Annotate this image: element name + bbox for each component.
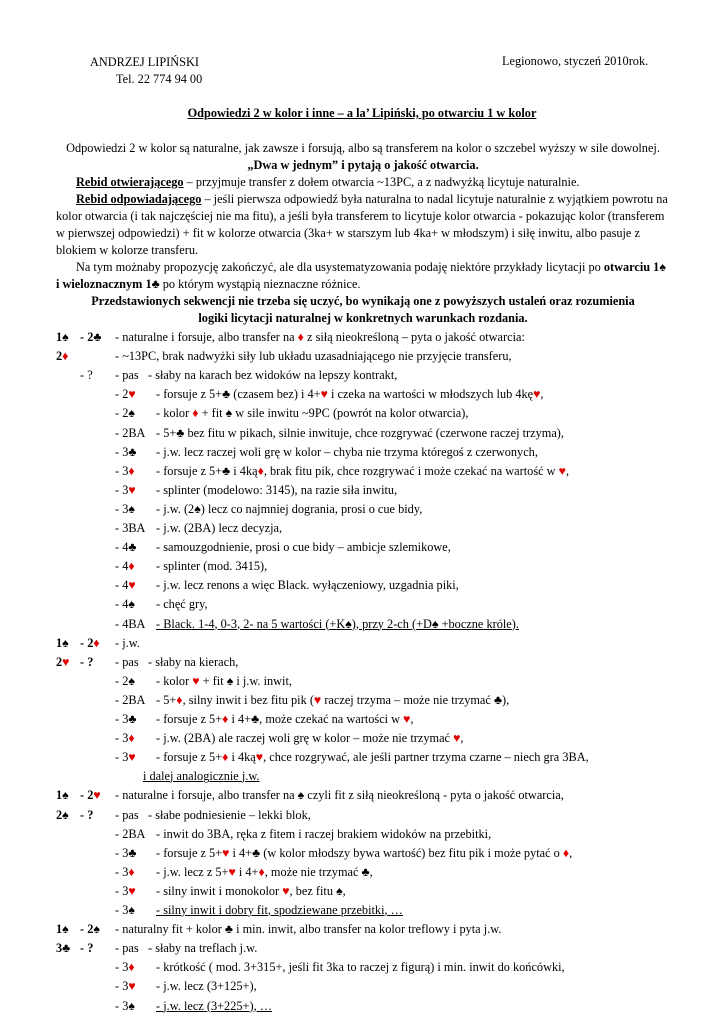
bid-response: - ? xyxy=(80,654,94,669)
sequence-description: - samouzgodnienie, prosi o cue bidy – ambicje szlemikowe, xyxy=(156,540,451,555)
document-title: Odpowiedzi 2 w kolor i inne – a la’ Lipiński, po otwarciu 1 w kolor xyxy=(187,106,537,120)
sequence-description: - splinter (modelowo: 3145), na razie siła inwitu, xyxy=(156,482,398,497)
sequence-description: - j.w. lecz (3+125+), xyxy=(156,979,257,994)
sequence-line xyxy=(0,843,724,863)
bid-rebid: - 3♠ xyxy=(115,998,135,1013)
rebid-opener-text: – przyjmuje transfer z dołem otwarcia ~13PC, a z nadwyżką licytuje naturalnie. xyxy=(183,175,580,189)
rebid-opener-label: Rebid otwierającego xyxy=(76,175,184,189)
intro-p4-text: Na tym możnaby propozycję zakończyć, ale dla usystematyzowania podaję niektóre przykłady licytacji po xyxy=(76,260,604,274)
sequence-description: - j.w. (2BA) lecz decyzja, xyxy=(156,521,283,535)
intro-section xyxy=(56,140,670,327)
bid-response: - 2♦ xyxy=(80,635,100,650)
bid-rebid: - 3♠ xyxy=(115,903,135,917)
sequence-line xyxy=(0,747,724,767)
bid-rebid: - 2BA xyxy=(115,826,146,841)
intro-p5-text: Przedstawionych sekwencji nie trzeba się uczyć, bo wynikają one z powyższych ustaleń oraz rozumienia logiki licytacji naturalnej w konkretnych warunkach rozdania. xyxy=(91,294,635,325)
sequence-line xyxy=(0,403,724,423)
bid-rebid: - 4♥ xyxy=(115,578,136,593)
sequence-line xyxy=(0,594,724,614)
sequence-line xyxy=(0,976,724,996)
author-phone: Tel. 22 774 94 00 xyxy=(116,72,203,86)
bid-rebid: - 4♣ xyxy=(115,540,137,555)
sequence-description: - j.w. lecz z 5+♥ i 4+♦, może nie trzymać ♣, xyxy=(156,864,373,879)
sequence-line xyxy=(0,480,724,500)
intro-paragraph-1 xyxy=(56,140,670,174)
sequence-description: - forsuje z 5+♣ i 4ką♦, brak fitu pik, chce rozgrywać i może czekać na wartość w ♥, xyxy=(156,463,570,478)
sequence-line xyxy=(0,690,724,710)
bid-rebid: - 3♦ xyxy=(115,731,135,746)
sequence-description: - słaby na karach bez widoków na lepszy kontrakt, xyxy=(148,368,398,383)
sequence-description: i dalej analogicznie j.w. xyxy=(143,769,260,784)
sequence-description: - chęć gry, xyxy=(156,597,208,612)
sequence-description: - forsuje z 5+♥ i 4+♣ (w kolor młodszy bywa wartość) bez fitu pik i może pytać o ♦, xyxy=(156,845,573,860)
sequence-description: - słaby na treflach j.w. xyxy=(148,941,258,956)
bid-rebid: - 3♦ xyxy=(115,463,135,478)
sequence-line xyxy=(0,996,724,1016)
bid-opener: 1♠ xyxy=(56,635,69,650)
sequence-line xyxy=(0,671,724,691)
intro-paragraph-2 xyxy=(56,174,670,191)
intro-paragraph-3 xyxy=(56,191,670,259)
sequence-description: - Black. 1-4, 0-3, 2- na 5 wartości (+K♠), przy 2-ch (+D♠ +boczne króle). xyxy=(156,616,519,631)
bid-rebid: - 3♦ xyxy=(115,864,135,879)
sequence-description: - słabe podniesienie – lekki blok, xyxy=(148,807,311,822)
bid-rebid: - 2BA xyxy=(115,425,146,440)
sequence-line xyxy=(0,442,724,462)
sequence-description: - naturalny fit + kolor ♣ i min. inwit, albo transfer na kolor treflowy i pyta j.w. xyxy=(115,922,502,937)
bid-response: - 2♥ xyxy=(80,788,101,803)
bid-opener: 3♣ xyxy=(56,941,71,956)
sequence-description: - forsuje z 5+♣ (czasem bez) i 4+♥ i czeka na wartości w młodszych lub 4kę♥, xyxy=(156,387,544,402)
sequence-line xyxy=(0,919,724,939)
sequence-description: - naturalne i forsuje, albo transfer na ♦ z siłą nieokreśloną – pyta o jakość otwarcia: xyxy=(115,330,525,344)
bid-response: - ? xyxy=(80,368,93,383)
bid-rebid: - 3BA xyxy=(115,521,146,535)
bid-opener: 2♠ xyxy=(56,807,69,822)
sequence-line xyxy=(0,327,724,347)
bid-rebid: - 4BA xyxy=(115,616,146,631)
sequence-line xyxy=(0,365,724,385)
sequence-line xyxy=(0,957,724,977)
bid-rebid: - 2♥ xyxy=(115,387,136,402)
bid-response: - ? xyxy=(80,941,94,956)
sequence-description: - słaby na kierach, xyxy=(148,654,239,669)
sequence-description: - j.w. lecz raczej woli grę w kolor – chyba nie trzyma któregoś z czerwonych, xyxy=(156,444,538,459)
sequence-line xyxy=(0,728,724,748)
bid-rebid: - 2BA xyxy=(115,692,146,707)
sequence-line xyxy=(0,805,724,825)
bid-rebid: - 3♣ xyxy=(115,712,137,726)
intro-p1-text: Odpowiedzi 2 w kolor są naturalne, jak zawsze i forsują, albo są transferem na kolor o szczebel wyższy w sile dowolnej. xyxy=(66,141,660,155)
bid-rebid: - pas xyxy=(115,807,139,822)
sequence-description: - j.w. xyxy=(115,635,140,650)
sequence-line xyxy=(0,633,724,653)
sequence-description: - kolor ♦ + fit ♠ w sile inwitu ~9PC (powrót na kolor otwarcia), xyxy=(156,406,469,421)
bid-rebid: - 3♥ xyxy=(115,482,136,497)
author-block xyxy=(90,54,202,88)
sequence-line xyxy=(0,384,724,404)
bid-rebid: - pas xyxy=(115,941,139,956)
bid-response: - ? xyxy=(80,807,94,822)
sequence-line xyxy=(0,614,724,634)
intro-p4-tail: po którym wystąpią nieznaczne różnice. xyxy=(159,277,361,291)
sequence-description: - forsuje z 5+♦ i 4+♣, może czekać na wartości w ♥, xyxy=(156,712,414,726)
sequence-line xyxy=(0,862,724,882)
sequence-line xyxy=(0,556,724,576)
bid-rebid: - 4♠ xyxy=(115,597,135,612)
sequence-line xyxy=(0,423,724,443)
sequence-line xyxy=(0,499,724,519)
sequence-description: - ~13PC, brak nadwyżki siły lub układu uzasadniającego nie przyjęcie transferu, xyxy=(115,349,512,364)
sequence-description: - silny inwit i dobry fit, spodziewane przebitki, … xyxy=(156,903,403,917)
sequence-description: - splinter (mod. 3415), xyxy=(156,559,268,574)
intro-paragraph-5 xyxy=(56,293,670,327)
intro-paragraph-4 xyxy=(56,259,670,293)
bid-rebid: - 2♠ xyxy=(115,673,135,688)
sequence-line xyxy=(0,461,724,481)
sequence-line xyxy=(0,537,724,557)
sequence-line xyxy=(0,881,724,901)
sequence-description: - naturalne i forsuje, albo transfer na ♠ czyli fit z siłą nieokreśloną - pyta o jakość otwarcia, xyxy=(115,788,564,803)
sequence-description: - silny inwit i monokolor ♥, bez fitu ♠, xyxy=(156,883,346,898)
bid-opener: 2♥ xyxy=(56,654,70,669)
bid-rebid: - 3♥ xyxy=(115,750,136,765)
sequence-line xyxy=(0,785,724,805)
sequence-description: - 5+♦, silny inwit i bez fitu pik (♥ raczej trzyma – może nie trzymać ♣), xyxy=(156,692,510,707)
sequence-line xyxy=(0,766,724,786)
sequence-description: - j.w. lecz renons a więc Black. wyłączeniowy, uzgadnia piki, xyxy=(156,578,459,593)
rebid-responder-text: – jeśli pierwsza odpowiedź była naturalna to nadal licytuje naturalnie z wyjątkiem powrotu na kolor otwarcia (i tak najczęściej nie ma fitu), a jeśli była transferem to licytuje kolor otwarcia - pokazując kolor (transferem w pierwszej odpowiedzi) + fit w kolorze otwarcia (3ka+ w starszym lub 4ka+ w młodszym) i siłę inwitu, albo pasuje z blokiem w kolorze transferu. xyxy=(56,192,668,257)
bid-rebid: - 2♠ xyxy=(115,406,135,421)
bid-rebid: - pas xyxy=(115,368,139,383)
sequence-line xyxy=(0,575,724,595)
bid-rebid: - 3♦ xyxy=(115,960,135,975)
bid-response: - 2♣ xyxy=(80,330,102,344)
bid-opener: 1♠ xyxy=(56,330,69,344)
sequence-description: - j.w. (2BA) ale raczej woli grę w kolor – może nie trzymać ♥, xyxy=(156,731,464,746)
bid-rebid: - 3♥ xyxy=(115,883,136,898)
sequence-line xyxy=(0,346,724,366)
sequence-line xyxy=(0,938,724,958)
sequence-line xyxy=(0,709,724,729)
sequence-line xyxy=(0,824,724,844)
bid-response: - 2♠ xyxy=(80,922,100,937)
bid-opener: 1♠ xyxy=(56,922,69,937)
bid-rebid: - 3♣ xyxy=(115,444,137,459)
bid-rebid: - 3♣ xyxy=(115,845,137,860)
bid-rebid: - 3♥ xyxy=(115,979,136,994)
sequence-description: - j.w. (2♠) lecz co najmniej dogrania, prosi o cue bidy, xyxy=(156,501,423,516)
sequence-description: - kolor ♥ + fit ♠ i j.w. inwit, xyxy=(156,673,292,688)
bid-opener: 2♦ xyxy=(56,349,69,364)
sequence-description: - forsuje z 5+♦ i 4ką♥, chce rozgrywać, ale jeśli partner trzyma czarne – niech gra 3BA, xyxy=(156,750,589,765)
sequence-description: - inwit do 3BA, ręka z fitem i raczej brakiem widoków na przebitki, xyxy=(156,826,492,841)
sequence-description: - krótkość ( mod. 3+315+, jeśli fit 3ka to raczej z figurą) i min. inwit do końcówki, xyxy=(156,960,565,975)
sequence-description: - j.w. lecz (3+225+), … xyxy=(156,998,273,1013)
sequence-line xyxy=(0,900,724,920)
sequence-line xyxy=(0,652,724,672)
sequence-line xyxy=(0,518,724,538)
place-date: Legionowo, styczeń 2010rok. xyxy=(502,54,649,68)
bid-rebid: - 3♠ xyxy=(115,501,135,516)
bid-opener: 1♠ xyxy=(56,788,69,803)
author-name: ANDRZEJ LIPIŃSKI xyxy=(90,55,199,69)
rebid-responder-label: Rebid odpowiadającego xyxy=(76,192,202,206)
bid-rebid: - pas xyxy=(115,654,139,669)
intro-p1-bold: „Dwa w jednym” i pytają o jakość otwarcia. xyxy=(247,158,479,172)
sequence-description: - 5+♣ bez fitu w pikach, silnie inwituje, chce rozgrywać (czerwone raczej trzyma), xyxy=(156,425,564,440)
bid-rebid: - 4♦ xyxy=(115,559,135,574)
intro-p4-bold: otwarciu 1♠ i wieloznacznym 1♣ xyxy=(56,260,666,291)
